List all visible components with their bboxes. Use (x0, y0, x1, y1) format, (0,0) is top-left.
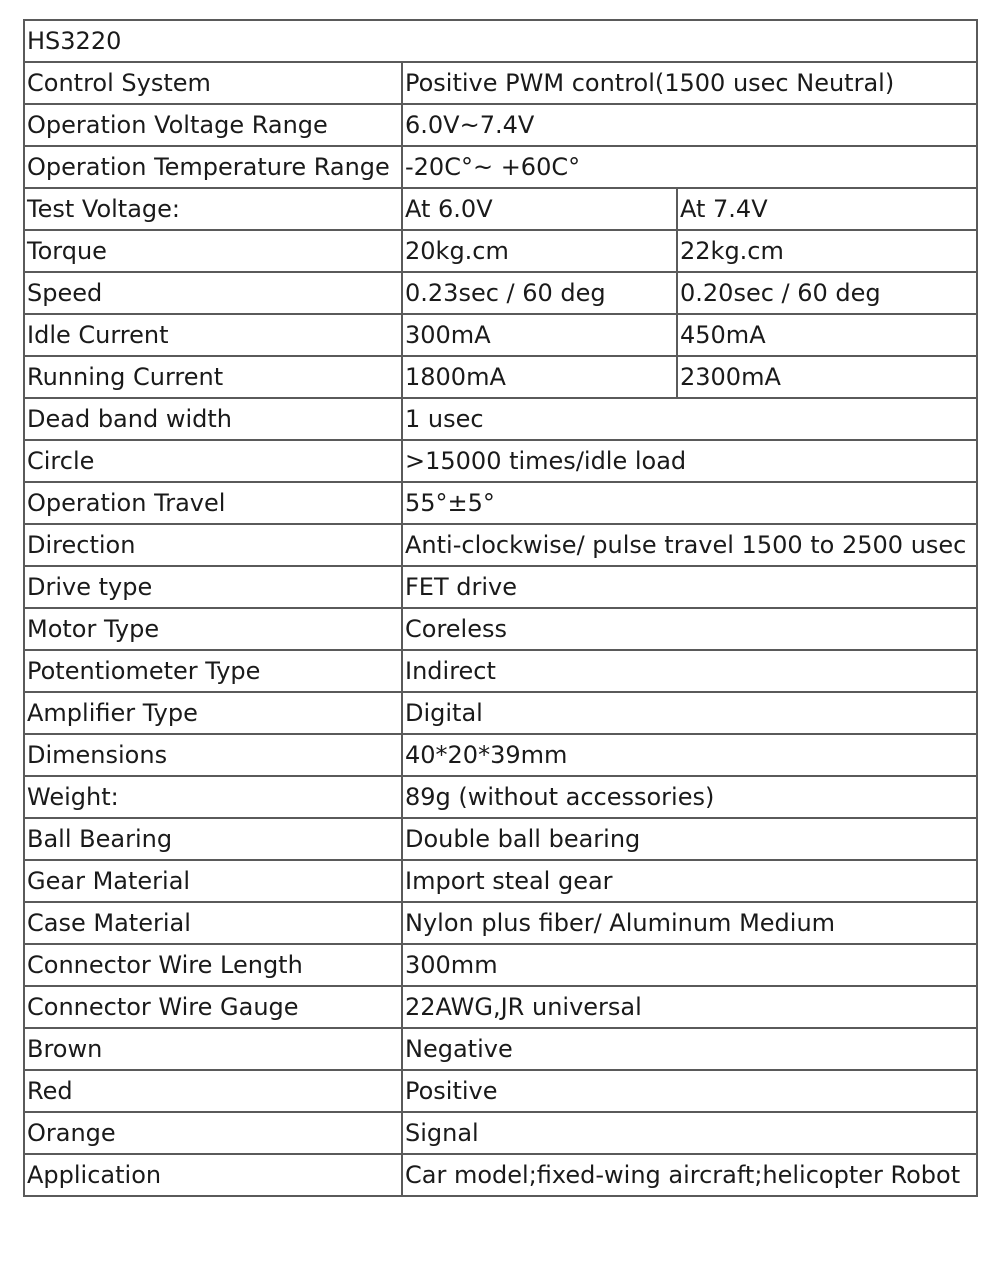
spec-value: Signal (402, 1112, 977, 1154)
spec-label: Motor Type (24, 608, 402, 650)
spec-value: Import steal gear (402, 860, 977, 902)
spec-label: Connector Wire Gauge (24, 986, 402, 1028)
table-row (24, 566, 977, 608)
spec-value: Indirect (402, 650, 977, 692)
table-row (24, 1028, 977, 1070)
spec-value: Negative (402, 1028, 977, 1070)
table-row (24, 146, 977, 188)
spec-value: 1 usec (402, 398, 977, 440)
spec-value: Coreless (402, 608, 977, 650)
table-row (24, 608, 977, 650)
spec-label: Gear Material (24, 860, 402, 902)
spec-label: Control System (24, 62, 402, 104)
spec-value: 22AWG,JR universal (402, 986, 977, 1028)
table-row (24, 230, 977, 272)
spec-value: 1800mA (402, 356, 677, 398)
table-title: HS3220 (24, 20, 977, 62)
table-row (24, 398, 977, 440)
spec-value: Positive PWM control(1500 usec Neutral) (402, 62, 977, 104)
spec-label: Idle Current (24, 314, 402, 356)
spec-value: 0.23sec / 60 deg (402, 272, 677, 314)
spec-value: Anti-clockwise/ pulse travel 1500 to 2500 usec (402, 524, 977, 566)
table-row (24, 104, 977, 146)
table-row (24, 524, 977, 566)
spec-label: Weight: (24, 776, 402, 818)
table-row (24, 272, 977, 314)
spec-label: Operation Temperature Range (24, 146, 402, 188)
table-row (24, 692, 977, 734)
spec-value: Positive (402, 1070, 977, 1112)
spec-label: Direction (24, 524, 402, 566)
table-row (24, 482, 977, 524)
table-row (24, 188, 977, 230)
spec-label: Connector Wire Length (24, 944, 402, 986)
table-row (24, 776, 977, 818)
spec-label: Brown (24, 1028, 402, 1070)
table-row (24, 1112, 977, 1154)
spec-label: Speed (24, 272, 402, 314)
spec-value: 450mA (677, 314, 977, 356)
spec-label: Case Material (24, 902, 402, 944)
spec-table (23, 19, 978, 1197)
table-row (24, 62, 977, 104)
spec-value: 55°±5° (402, 482, 977, 524)
table-row (24, 818, 977, 860)
spec-label: Ball Bearing (24, 818, 402, 860)
spec-value: FET drive (402, 566, 977, 608)
table-row (24, 314, 977, 356)
spec-label: Red (24, 1070, 402, 1112)
spec-value: Car model;fixed-wing aircraft;helicopter Robot (402, 1154, 977, 1196)
spec-value: Nylon plus fiber/ Aluminum Medium (402, 902, 977, 944)
spec-value: 6.0V~7.4V (402, 104, 977, 146)
spec-value: At 7.4V (677, 188, 977, 230)
spec-label: Amplifier Type (24, 692, 402, 734)
table-row (24, 860, 977, 902)
spec-value: Double ball bearing (402, 818, 977, 860)
spec-label: Operation Travel (24, 482, 402, 524)
spec-value: -20C°~ +60C° (402, 146, 977, 188)
spec-value: 40*20*39mm (402, 734, 977, 776)
spec-value: 2300mA (677, 356, 977, 398)
spec-value: 300mA (402, 314, 677, 356)
table-row (24, 650, 977, 692)
spec-label: Operation Voltage Range (24, 104, 402, 146)
table-row (24, 944, 977, 986)
table-row (24, 902, 977, 944)
spec-label: Test Voltage: (24, 188, 402, 230)
table-row (24, 1070, 977, 1112)
table-row (24, 356, 977, 398)
spec-label: Drive type (24, 566, 402, 608)
spec-label: Torque (24, 230, 402, 272)
spec-label: Potentiometer Type (24, 650, 402, 692)
table-row (24, 734, 977, 776)
spec-label: Dimensions (24, 734, 402, 776)
spec-label: Orange (24, 1112, 402, 1154)
spec-value: 0.20sec / 60 deg (677, 272, 977, 314)
spec-label: Circle (24, 440, 402, 482)
spec-value: 20kg.cm (402, 230, 677, 272)
spec-label: Running Current (24, 356, 402, 398)
spec-value: At 6.0V (402, 188, 677, 230)
table-row (24, 1154, 977, 1196)
spec-value: 89g (without accessories) (402, 776, 977, 818)
table-row (24, 986, 977, 1028)
spec-label: Dead band width (24, 398, 402, 440)
spec-value: Digital (402, 692, 977, 734)
table-row (24, 440, 977, 482)
spec-value: 300mm (402, 944, 977, 986)
table-title-row (24, 20, 977, 62)
spec-value: >15000 times/idle load (402, 440, 977, 482)
spec-value: 22kg.cm (677, 230, 977, 272)
spec-label: Application (24, 1154, 402, 1196)
